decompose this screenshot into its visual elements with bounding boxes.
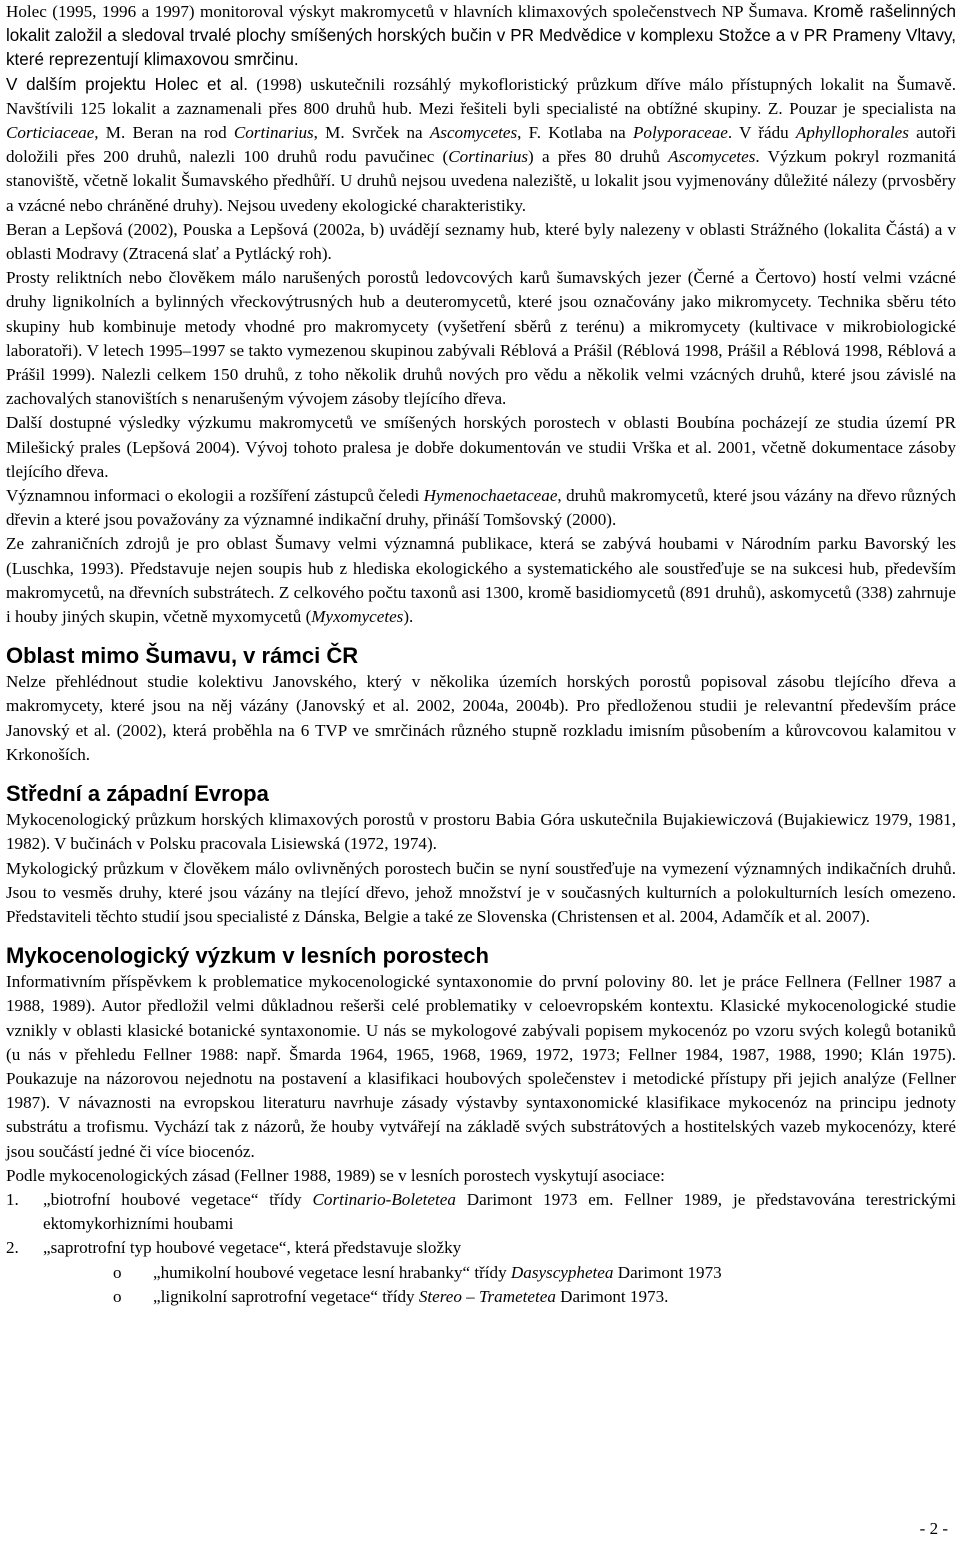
text-run: Kromě rašelinných lokalit založil a sledoval trvalé plochy smíšených horských bučin v PR Medvědice v komplexu Stožce a v PR Prameny Vltavy, které reprezentují klimaxovou smrčinu. [6,2,956,70]
list-number: 1. [6,1189,19,1209]
text-run: Významnou informaci o ekologii a rozšíření zástupců čeledi [6,486,424,506]
italic-text: Myxomycetes [311,607,404,627]
italic-text: Ascomycetes [429,123,518,143]
sub-list-item [43,1261,956,1285]
paragraph [6,857,956,930]
text-run: (1998) uskutečnili rozsáhlý mykofloristický průzkum dříve málo přístupných lokalit na Šumavě. Navštívili 125 lokalit a zaznamenali přes 800 druhů hub. Mezi řešiteli byli specialisté na obtížné skupiny. Z. Pouzar je specialista na [6,74,956,118]
sub-list-text [153,1287,668,1306]
section-heading: Oblast mimo Šumavu, v rámci ČR [6,643,359,669]
text-run: „saprotrofní typ houbové vegetace“, která představuje složky [43,1238,462,1258]
italic-text: Corticiaceae [6,123,95,143]
text-run: Podle mykocenologických zásad (Fellner 1988, 1989) se v lesních porostech vyskytují asociace: [6,1165,665,1185]
sub-list-text [153,1263,722,1282]
text-run: „humikolní houbové vegetace lesní hrabanky“ třídy [153,1262,511,1282]
text-run: Darimont 1973 em. Fellner 1989, je představována terestrickými ektomykorhizními houbami [43,1189,956,1234]
text-run: Ze zahraničních zdrojů je pro oblast Šumavy velmi významná publikace, která se zabývá houbami v Národním parku Bavorský les (Luschka, 1993). Představuje nejen soupis hub z hlediska ekologického a systematického ale soustřeďuje se na sukcesi hub, především makromycetů, na dřevních substrátech. Z celkového počtu taxonů asi 1300, kromě basidiomycetů (891 druhů), askomycetů (338) zahrnuje i houby jiných skupin, včetně myxomycetů ( [6,534,956,627]
italic-text: Cortinario-Boletetea [312,1189,456,1209]
text-run: Beran a Lepšová (2002), Pouska a Lepšová (2002a, b) uvádějí seznamy hub, které byly nalezeny v oblasti Strážného (lokalita Částá) a v oblasti Modravy (Ztracená slať a Pytlácký roh). [6,219,956,264]
text-run: Informativním příspěvkem k problematice mykocenologické syntaxonomie do první poloviny 80. let je práce Fellnera (Fellner 1987 a 1988, 1989). Autor předložil velmi důkladnou rešerši celé problematiky v celoevropském kontextu. Klasické mykocenologické studie vznikly v oblasti klasické botanické syntaxonomie. U nás se mykologové zabývali popisem mykocenóz po vzoru svých kolegů botaniků (u nás v přehledu Fellner 1988: např. Šmarda 1964, 1965, 1968, 1969, 1972, 1973; Fellner 1984, 1987, 1988, 1990; Klán 1975). Poukazuje na názorovou nejednotu na postavení a klasifikaci houbových společenstev i metodické přístupy při jejich analýze (Fellner 1987). V návaznosti na evropskou literaturu navrhuje zásady výstavby syntaxonomické klasifikace mykocenóz na principu jednoty substrátu a trofismu. Vychází tak z názorů, že houby vytvářejí na základě svých substrátových a hostitelských vazeb mykocenózy, které jsou součástí jedné či více biocenóz. [6,972,956,1161]
paragraph [6,0,956,73]
text-run: Mykocenologický průzkum horských klimaxových porostů v prostoru Babia Góra uskutečnila Bujakiewiczová (Bujakiewicz 1979, 1981, 1982). V bučinách v Polsku pracovala Lisiewská (1972, 1974). [6,810,956,854]
list-item [6,1188,956,1236]
italic-text: Polyporaceae [632,123,728,143]
bullet-marker: o [113,1262,122,1282]
document-body [6,0,956,1309]
page-number: - 2 - [919,1519,948,1538]
paragraph [6,218,956,266]
paragraph [6,670,956,767]
paragraph [6,73,956,218]
text-run: , M. Svrček na [313,123,430,143]
text-run: ). [403,607,414,627]
italic-text: Ascomycetes [668,147,756,167]
section-heading: Střední a západní Evropa [6,781,269,807]
text-run: ) a přes 80 druhů [528,147,669,167]
paragraph [6,266,956,411]
text-run: . V řádu [727,123,796,143]
text-run: , F. Kotlaba na [517,123,633,143]
paragraph [6,970,956,1164]
paragraph [6,484,956,532]
paragraph [6,411,956,484]
sub-list-item [43,1285,956,1309]
list-item [6,1236,956,1309]
list-item-text [43,1188,956,1236]
text-run: , druhů makromycetů, které jsou vázány na dřevo různých dřevin a které jsou považovány za významné indikační druhy, přináší Tomšovský (2000). [6,486,956,530]
sub-list [43,1261,956,1309]
text-run: , M. Beran na rod [94,123,234,143]
text-run: Nelze přehlédnout studie kolektivu Janovského, který v několika územích horských porostů popisoval zásobu tlejícího dřeva a makromycety, které jsou na něj vázány (Janovský et al. 2002, 2004a, 2004b). Pro předloženou studii je relevantní především práce Janovský et al. (2002), která proběhla na 6 TVP ve smrčinách různého stupně rozkladu imisním působením a kůrovcovou kalamitou v Krkonoších. [6,672,956,764]
text-run: Darimont 1973 [613,1262,722,1282]
italic-text: Stereo – Trametetea [418,1286,556,1306]
paragraph [6,532,956,629]
italic-text: Hymenochaetaceae [423,486,558,506]
text-run: . Výzkum pokryl rozmanitá stanoviště, včetně lokalit Šumavského předhůří. U druhů nejsou uvedena naleziště, u lokalit jsou vyjmenovány důležité nálezy (prvosběry a vzácné nebo chráněné druhy). Nejsou uvedeny ekologické charakteristiky. [6,147,956,215]
text-run: Darimont 1973. [555,1286,669,1306]
text-run: Prosty reliktních nebo člověkem málo narušených porostů ledovcových karů šumavských jezer (Černé a Čertovo) hostí velmi vzácné druhy lignikolních a bylinných vřeckovýtrusných hub a deuteromycetů, které jsou označovány jako mikromycety. Technika sběru této skupiny hub kombinuje metody vhodné pro makromycety (vyšetření sběrů z terénu) a mikromycety (kultivace v mikrobiologické laboratoři). V letech 1995–1997 se takto vymezenou skupinou zabývali Réblová a Prášil (Réblová 1998, Prášil a Réblová 1998, Réblová a Prášil 1999). Nalezli celkem 150 druhů, z toho několik druhů nových pro vědu a několik velmi vzácných druhů, které jsou závislé na zachovalých stanovištích s nenarušeným vývojem zásoby tlejícího dřeva. [6,268,956,409]
text-run: V dalším projektu Holec et al. [6,74,249,94]
numbered-list [6,1188,956,1309]
italic-text: Aphyllophorales [795,123,909,143]
italic-text: Cortinarius [448,147,529,167]
paragraph [6,1164,956,1188]
bullet-marker: o [113,1286,122,1306]
list-item-text [43,1236,956,1260]
italic-text: Dasyscyphetea [510,1262,614,1282]
paragraph [6,808,956,856]
text-run: autoři doložili přes 200 druhů, nalezli 100 druhů rodu pavučinec ( [6,123,956,167]
list-number: 2. [6,1238,19,1258]
text-run: Holec (1995, 1996 a 1997) monitoroval výskyt makromycetů v hlavních klimaxových společenstvech NP Šumava. [6,2,814,21]
text-run: „biotrofní houbové vegetace“ třídy [43,1189,313,1209]
italic-text: Cortinarius [233,123,314,143]
text-run: Další dostupné výsledky výzkumu makromycetů ve smíšených horských porostech v oblasti Boubína pocházejí ze studia území PR Milešický prales (Lepšová 2004). Vývoj tohoto pralesa je dobře dokumentován ve studii Vrška et al. 2001, včetně dokumentace zásoby tlejícího dřeva. [6,413,956,481]
text-run: „lignikolní saprotrofní vegetace“ třídy [153,1286,419,1306]
section-heading: Mykocenologický výzkum v lesních porostech [6,943,489,969]
text-run: Mykologický průzkum v člověkem málo ovlivněných porostech bučin se nyní soustřeďuje na vymezení významných indikačních druhů. Jsou to vesměs druhy, které jsou vázány na tlející dřevo, jehož množství je v současných kulturních a polokulturních lesích omezeno. Představiteli těchto studií jsou specialisté z Dánska, Belgie a také ze Slovenska (Christensen et al. 2004, Adamčík et al. 2007). [6,858,956,926]
